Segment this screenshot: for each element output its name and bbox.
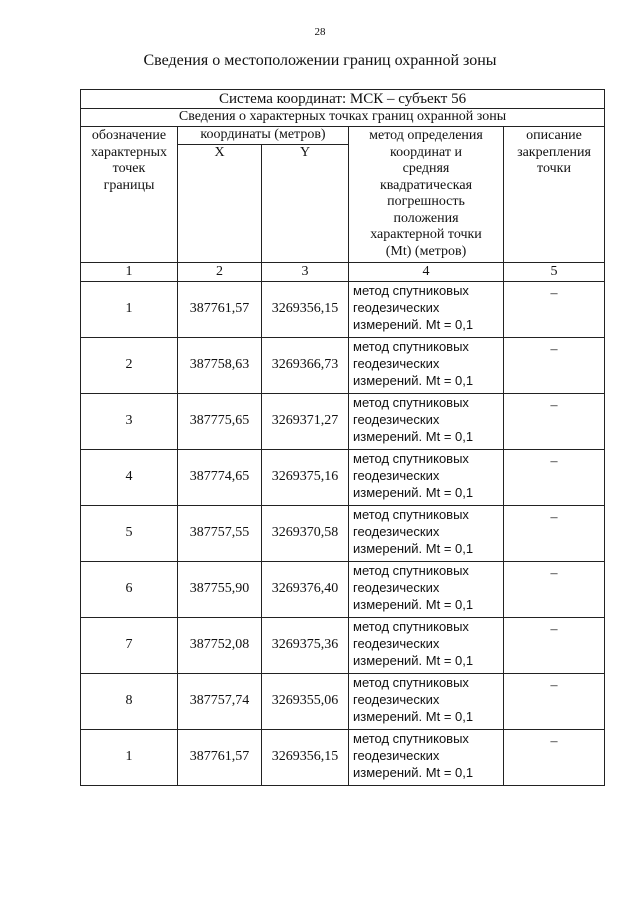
y-coordinate-cell: 3269356,15 bbox=[262, 730, 349, 786]
method-line: измерений. Mt = 0,1 bbox=[353, 709, 474, 724]
column-number: 2 bbox=[178, 263, 262, 282]
method-cell bbox=[349, 450, 504, 506]
method-line: метод спутниковых bbox=[353, 563, 469, 578]
table-row bbox=[81, 338, 605, 394]
y-coordinate-cell: 3269375,16 bbox=[262, 450, 349, 506]
y-coordinate-cell: 3269355,06 bbox=[262, 674, 349, 730]
y-coordinate-cell: 3269376,40 bbox=[262, 562, 349, 618]
page-number: 28 bbox=[314, 26, 326, 38]
header-line: описание bbox=[526, 128, 582, 143]
method-line: метод спутниковых bbox=[353, 507, 469, 522]
method-line: геодезических bbox=[353, 524, 440, 539]
table-row bbox=[81, 730, 605, 786]
header-line: координат и bbox=[390, 144, 462, 160]
method-cell bbox=[349, 562, 504, 618]
header-line: точек bbox=[112, 161, 146, 176]
method-line: геодезических bbox=[353, 692, 440, 707]
description-cell: – bbox=[504, 450, 605, 506]
point-number-cell: 6 bbox=[81, 562, 178, 618]
method-line: геодезических bbox=[353, 636, 440, 651]
method-line: измерений. Mt = 0,1 bbox=[353, 541, 474, 556]
point-number-cell: 1 bbox=[81, 282, 178, 338]
method-cell bbox=[349, 618, 504, 674]
x-coordinate-cell: 387761,57 bbox=[178, 730, 262, 786]
method-cell bbox=[349, 506, 504, 562]
x-coordinate-cell: 387752,08 bbox=[178, 618, 262, 674]
header-line: метод определения bbox=[369, 128, 483, 143]
table-row bbox=[81, 506, 605, 562]
description-cell: – bbox=[504, 338, 605, 394]
coordinates-header: координаты (метров) bbox=[178, 127, 349, 145]
table-row bbox=[81, 450, 605, 506]
x-coordinate-cell: 387775,65 bbox=[178, 394, 262, 450]
x-coordinate-cell: 387757,55 bbox=[178, 506, 262, 562]
header-line: обозначение bbox=[91, 128, 167, 143]
column-number: 5 bbox=[504, 263, 605, 282]
point-number-cell: 7 bbox=[81, 618, 178, 674]
method-line: геодезических bbox=[353, 468, 440, 483]
method-cell bbox=[349, 674, 504, 730]
method-header bbox=[349, 127, 504, 263]
method-line: метод спутниковых bbox=[353, 283, 469, 298]
method-line: метод спутниковых bbox=[353, 619, 469, 634]
method-line: геодезических bbox=[353, 356, 440, 371]
x-column-header: X bbox=[178, 145, 262, 263]
point-number-cell: 1 bbox=[81, 730, 178, 786]
x-coordinate-cell: 387757,74 bbox=[178, 674, 262, 730]
header-line: характерной точки bbox=[370, 227, 482, 242]
column-number: 4 bbox=[349, 263, 504, 282]
method-line: геодезических bbox=[353, 580, 440, 595]
method-line: измерений. Mt = 0,1 bbox=[353, 317, 474, 332]
description-cell: – bbox=[504, 730, 605, 786]
method-line: измерений. Mt = 0,1 bbox=[353, 653, 474, 668]
boundary-points-table bbox=[80, 89, 605, 786]
method-line: измерений. Mt = 0,1 bbox=[353, 485, 474, 500]
method-line: измерений. Mt = 0,1 bbox=[353, 765, 474, 780]
method-line: метод спутниковых bbox=[353, 731, 469, 746]
method-line: геодезических bbox=[353, 412, 440, 427]
y-coordinate-cell: 3269375,36 bbox=[262, 618, 349, 674]
table-row bbox=[81, 562, 605, 618]
x-coordinate-cell: 387774,65 bbox=[178, 450, 262, 506]
method-line: измерений. Mt = 0,1 bbox=[353, 597, 474, 612]
header-line: характерных bbox=[90, 144, 168, 160]
method-cell bbox=[349, 394, 504, 450]
method-line: измерений. Mt = 0,1 bbox=[353, 429, 474, 444]
header-line: положения bbox=[393, 210, 459, 226]
y-coordinate-cell: 3269366,73 bbox=[262, 338, 349, 394]
point-number-cell: 3 bbox=[81, 394, 178, 450]
method-cell bbox=[349, 730, 504, 786]
y-coordinate-cell: 3269370,58 bbox=[262, 506, 349, 562]
section-title-header: Сведения о характерных точках границ охранной зоны bbox=[81, 109, 605, 127]
method-line: метод спутниковых bbox=[353, 339, 469, 354]
table-row bbox=[81, 282, 605, 338]
y-coordinate-cell: 3269371,27 bbox=[262, 394, 349, 450]
description-cell: – bbox=[504, 562, 605, 618]
table-row bbox=[81, 674, 605, 730]
method-line: геодезических bbox=[353, 300, 440, 315]
description-cell: – bbox=[504, 282, 605, 338]
point-label-header bbox=[81, 127, 178, 263]
column-number-row bbox=[81, 263, 605, 282]
method-line: метод спутниковых bbox=[353, 451, 469, 466]
header-line: квадратическая bbox=[379, 177, 473, 193]
document-title: Сведения о местоположении границ охранной зоны bbox=[143, 52, 497, 69]
coordinate-system-header: Система координат: МСК – субъект 56 bbox=[81, 90, 605, 109]
method-line: метод спутниковых bbox=[353, 395, 469, 410]
column-number: 3 bbox=[262, 263, 349, 282]
point-number-cell: 4 bbox=[81, 450, 178, 506]
x-coordinate-cell: 387761,57 bbox=[178, 282, 262, 338]
method-line: метод спутниковых bbox=[353, 675, 469, 690]
point-number-cell: 5 bbox=[81, 506, 178, 562]
method-line: геодезических bbox=[353, 748, 440, 763]
header-line: точки bbox=[537, 161, 571, 176]
header-line: средняя bbox=[402, 161, 450, 176]
column-number: 1 bbox=[81, 263, 178, 282]
table-row bbox=[81, 394, 605, 450]
header-line: (Mt) (метров) bbox=[385, 243, 467, 259]
method-cell bbox=[349, 282, 504, 338]
table-row bbox=[81, 618, 605, 674]
y-coordinate-cell: 3269356,15 bbox=[262, 282, 349, 338]
description-cell: – bbox=[504, 506, 605, 562]
header-line: погрешность bbox=[387, 194, 465, 209]
x-coordinate-cell: 387755,90 bbox=[178, 562, 262, 618]
point-number-cell: 2 bbox=[81, 338, 178, 394]
description-cell: – bbox=[504, 394, 605, 450]
method-line: измерений. Mt = 0,1 bbox=[353, 373, 474, 388]
description-cell: – bbox=[504, 618, 605, 674]
description-cell: – bbox=[504, 674, 605, 730]
description-header bbox=[504, 127, 605, 263]
header-line: границы bbox=[103, 177, 155, 193]
header-line: закрепления bbox=[517, 144, 591, 160]
method-cell bbox=[349, 338, 504, 394]
point-number-cell: 8 bbox=[81, 674, 178, 730]
x-coordinate-cell: 387758,63 bbox=[178, 338, 262, 394]
y-column-header: Y bbox=[262, 145, 349, 263]
